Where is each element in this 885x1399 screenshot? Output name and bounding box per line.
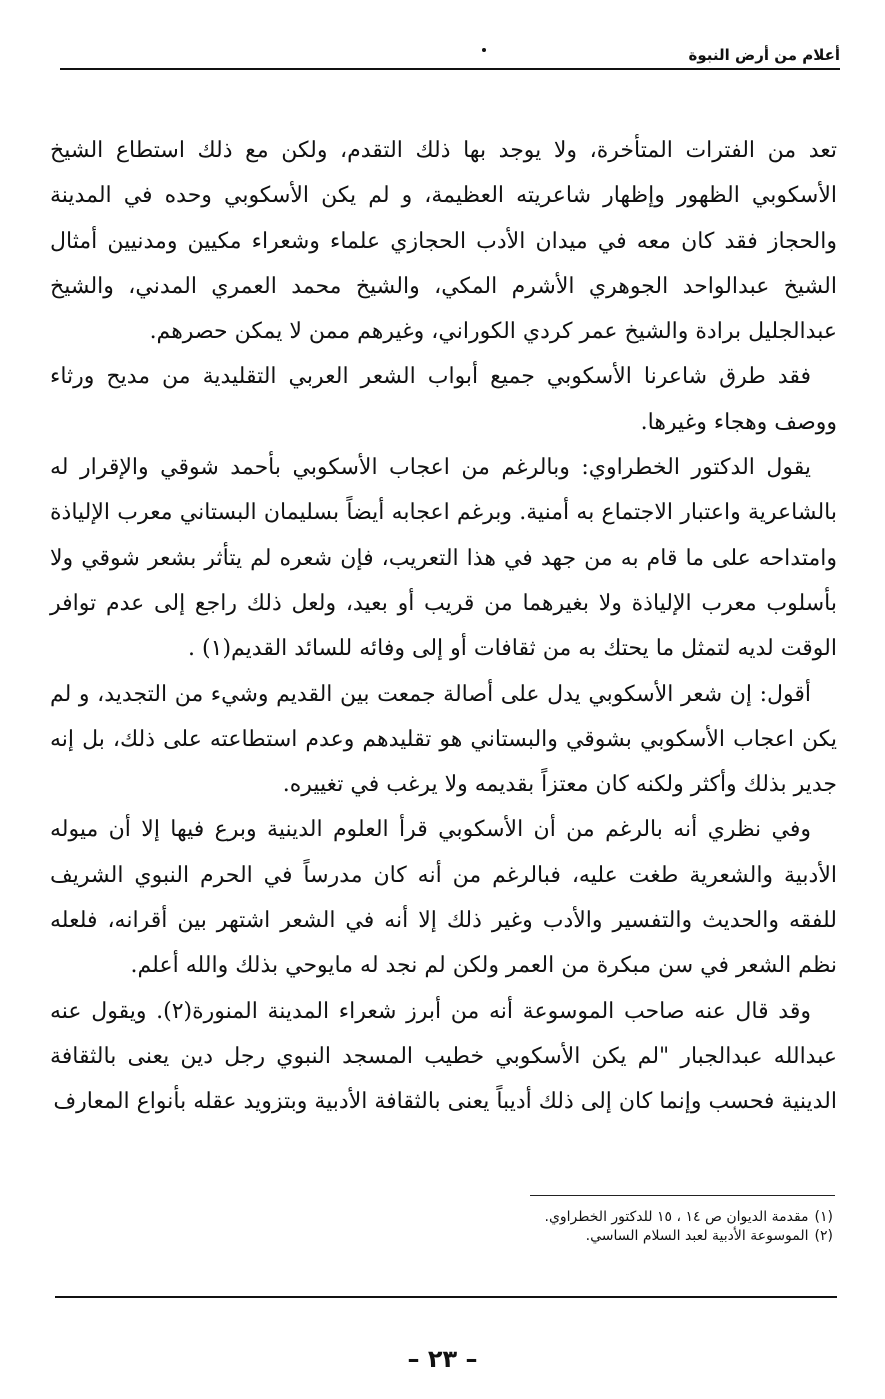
page-number: – ٢٣ – xyxy=(407,1345,478,1373)
footnote-text: مقدمة الديوان ص ١٤ ، ١٥ للدكتور الخطراوي. xyxy=(544,1209,809,1225)
footnote xyxy=(473,1208,833,1227)
bottom-rule xyxy=(55,1296,837,1298)
paragraph: أقول: إن شعر الأسكوبي يدل على أصالة جمعت بين القديم وشيء من التجديد، و لم يكن اعجاب الأسكوبي بشوقي والبستاني هو تقليدهم وعدم استطاعته على ذلك، بل إنه جدير بذلك وأكثر ولكنه كان معتزاً بقديمه ولا يرغب في تغييره. xyxy=(50,681,837,798)
paragraph: فقد طرق شاعرنا الأسكوبي جميع أبواب الشعر العربي التقليدية من مديح ورثاء ووصف وهجاء وغيرها. xyxy=(50,364,837,435)
running-title: أعلام من أرض النبوة xyxy=(688,46,840,64)
footnote-text: الموسوعة الأدبية لعبد السلام الساسي. xyxy=(585,1228,809,1244)
paragraph: وفي نظري أنه بالرغم من أن الأسكوبي قرأ العلوم الدينية وبرع فيها إلا أن ميوله الأدبية والشعرية طغت عليه، فبالرغم من أنه كان مدرساً في الحرم النبوي الشريف للفقه والحديث والتفسير والأدب وغير ذلك إلا أنه في الشعر اشتهر بين أقرانه، فلعله نظم الشعر في سن مبكرة من العمر ولكن لم نجد له مايوحي بذلك والله أعلم. xyxy=(50,817,837,979)
footnote xyxy=(473,1227,833,1246)
paragraph: تعد من الفترات المتأخرة، ولا يوجد بها ذلك التقدم، ولكن مع ذلك استطاع الشيخ الأسكوبي الظهور وإظهار شاعريته العظيمة، و لم يكن الأسكوبي وحده في المدينة والحجاز فقد كان معه في ميدان الأدب الحجازي علماء وشعراء مكيين ومدنيين أمثال الشيخ عبدالواحد الجوهري الأشرم المكي، والشيخ محمد العمري المدني، والشيخ عبدالجليل برادة والشيخ عمر كردي الكوراني، وغيرهم ممن لا يمكن حصرهم. xyxy=(50,138,837,345)
paragraph: وقد قال عنه صاحب الموسوعة أنه من أبرز شعراء المدينة المنورة(٢). ويقول عنه عبدالله عبدالجبار "لم يكن الأسكوبي خطيب المسجد النبوي رجل دين يعنى بالثقافة الدينية فحسب وإنما كان إلى ذلك أديباً يعنى بالثقافة الأدبية وبتزويد عقله بأنواع المعارف xyxy=(50,998,837,1115)
running-header xyxy=(60,44,840,68)
header-rule xyxy=(60,68,840,70)
header-dot xyxy=(482,48,486,52)
footnote-marker: (١) xyxy=(814,1209,833,1225)
footnotes xyxy=(473,1208,833,1246)
paragraph: يقول الدكتور الخطراوي: وبالرغم من اعجاب الأسكوبي بأحمد شوقي والإقرار له بالشاعرية واعتبار الاجتماع به أمنية. وبرغم اعجابه أيضاً بسليمان البستاني معرب الإلياذة وامتداحه على ما قام به من جهد في هذا التعريب، فإن شعره لم يتأثر بشعر شوقي ولا بأسلوب معرب الإلياذة ولا بغيرهما من قريب أو بعيد، ولعل ذلك راجع إلى عدم توافر الوقت لديه لتمثل ما يحتك به من ثقافات أو إلى وفائه للسائد القديم(١) . xyxy=(50,455,837,662)
footnote-marker: (٢) xyxy=(814,1228,833,1244)
body-text xyxy=(50,128,837,1125)
footnote-separator xyxy=(530,1195,835,1196)
